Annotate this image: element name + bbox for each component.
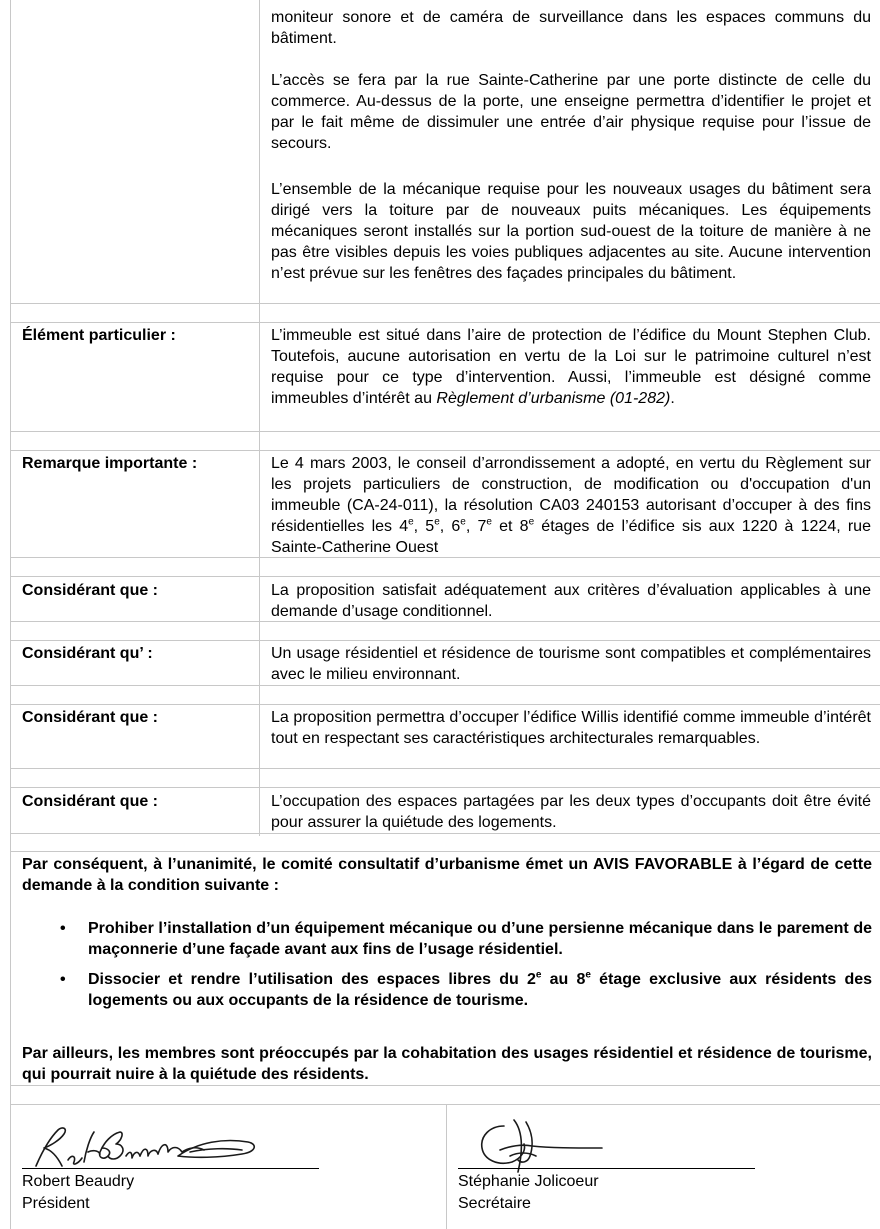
ailleurs-text: Par ailleurs, les membres sont préoccupés par la cohabitation des usages résidentiel et résidence de tourisme, qui pourrait nuire à la quiétude des résidents.: [22, 1045, 872, 1083]
element-particulier-text: L’immeuble est situé dans l’aire de protection de l’édifice du Mount Stephen Club. Toutefois, aucune autorisation en vertu de la Loi sur le patrimoine culturel n’est requise pour ce type d’intervention. Aussi, l’immeuble est désigné comme immeubles d’intérêt au Règlement d’urbanisme (01-282).: [271, 327, 871, 407]
description-paragraph: L’accès se fera par la rue Sainte-Catherine par une porte distincte de celle du commerce. Au-dessus de la porte, une enseigne permettra d’identifier le projet et par le fait même de dissimuler une entrée d’air physique requise pour l’issue de secours.: [271, 72, 871, 152]
row-divider: [10, 450, 880, 451]
considerant-label: Considérant que :: [22, 582, 159, 599]
condition-item: Prohiber l’installation d’un équipement mécanique ou d’une persienne mécanique dans le parement de maçonnerie d’une façade avant aux fins de l’usage résidentiel.: [88, 920, 872, 958]
row-divider: [10, 685, 880, 686]
element-particulier-label: Élément particulier :: [22, 327, 176, 344]
considerant-text: L’occupation des espaces partagées par les deux types d’occupants doit être évité pour assurer la quiétude des logements.: [271, 793, 871, 831]
bullet-icon: •: [60, 920, 66, 937]
row-divider: [10, 704, 880, 705]
remarque-text: Le 4 mars 2003, le conseil d’arrondissement a adopté, en vertu du Règlement sur les projets particuliers de construction, de modification ou d'occupation d'un immeuble (CA-24-011), la résolution CA03 240153 autorisant d’occuper à des fins résidentielles les 4e, 5e, 6e, 7e et 8e étages de l’édifice sis aux 1220 à 1224, rue Sainte-Catherine Ouest: [271, 455, 871, 556]
remarque-label: Remarque importante :: [22, 455, 198, 472]
row-divider: [10, 303, 880, 304]
row-divider: [10, 322, 880, 323]
considerant-text: Un usage résidentiel et résidence de tourisme sont compatibles et complémentaires avec le milieu environnant.: [271, 645, 871, 683]
row-divider: [10, 1104, 880, 1105]
table-column-divider: [259, 0, 260, 836]
row-divider: [10, 576, 880, 577]
considerant-text: La proposition permettra d’occuper l’édifice Willis identifié comme immeuble d’intérêt tout en respectant ses caractéristiques architecturales remarquables.: [271, 709, 871, 747]
row-divider: [10, 1085, 880, 1086]
reglement-reference: Règlement d’urbanisme (01-282): [436, 390, 671, 407]
signature-divider: [446, 1104, 447, 1229]
signature-robert-beaudry-icon: [28, 1122, 278, 1172]
signatory-name: Robert Beaudry: [22, 1173, 135, 1190]
description-paragraph: moniteur sonore et de caméra de surveillance dans les espaces communs du bâtiment.: [271, 9, 871, 47]
bullet-icon: •: [60, 971, 66, 988]
row-divider: [10, 768, 880, 769]
condition-item: Dissocier et rendre l’utilisation des espaces libres du 2e au 8e étage exclusive aux résidents des logements ou aux occupants de la résidence de tourisme.: [88, 969, 873, 1009]
description-paragraph: L’ensemble de la mécanique requise pour les nouveaux usages du bâtiment sera dirigé vers la toiture par de nouveaux puits mécaniques. Les équipements mécaniques seront installés sur la portion sud-ouest de la toiture de manière à ne pas être visibles depuis les voies publiques adjacentes au site. Aucune intervention n’est prévue sur les fenêtres des façades principales du bâtiment.: [271, 181, 871, 282]
row-divider: [10, 431, 880, 432]
row-divider: [10, 640, 880, 641]
signature-stephanie-jolicoeur-icon: [470, 1116, 630, 1176]
row-divider: [10, 787, 880, 788]
considerant-label: Considérant que :: [22, 709, 159, 726]
signature-line: [22, 1168, 319, 1169]
signature-line: [458, 1168, 755, 1169]
considerant-text: La proposition satisfait adéquatement aux critères d’évaluation applicables à une demande d’usage conditionnel.: [271, 582, 871, 620]
row-divider: [10, 833, 880, 834]
signatory-role: Président: [22, 1195, 90, 1212]
row-divider: [10, 851, 880, 852]
signatory-name: Stéphanie Jolicoeur: [458, 1173, 599, 1190]
considerant-label: Considérant qu’ :: [22, 645, 153, 662]
table-left-border: [10, 0, 11, 1229]
conclusion-text: Par conséquent, à l’unanimité, le comité consultatif d’urbanisme émet un AVIS FAVORABLE à l’égard de cette demande à la condition suivante :: [22, 856, 872, 894]
signatory-role: Secrétaire: [458, 1195, 531, 1212]
considerant-label: Considérant que :: [22, 793, 159, 810]
